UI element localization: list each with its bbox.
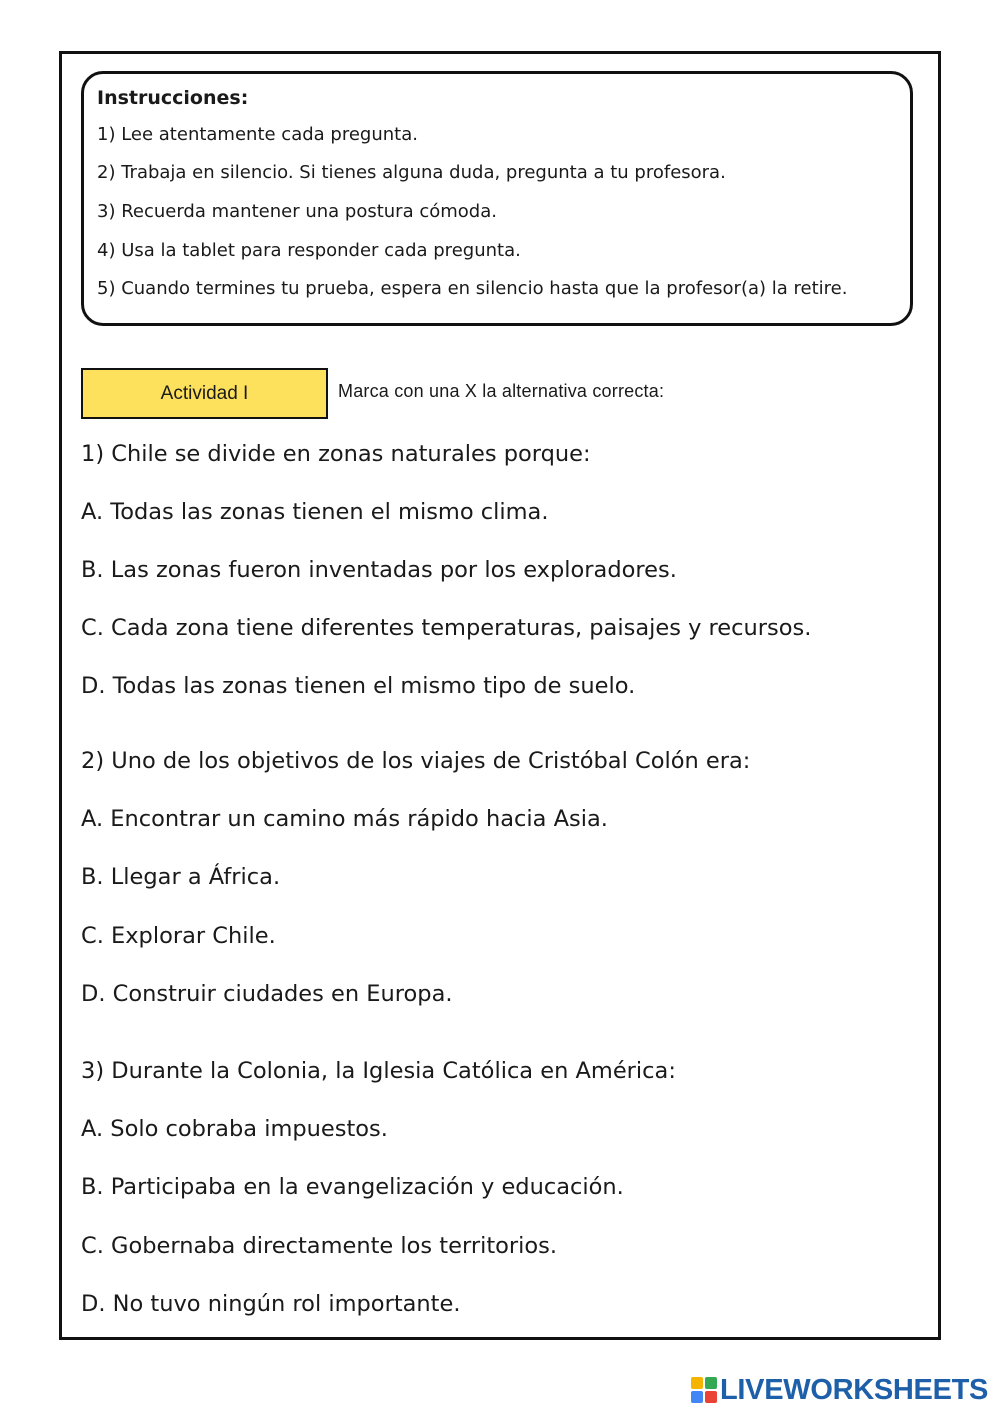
instruction-line-4: 4) Usa la tablet para responder cada pregunta. (97, 239, 521, 261)
logo-square-1 (691, 1377, 703, 1389)
question-2-option-a[interactable]: A. Encontrar un camino más rápido hacia Asia. (81, 806, 608, 832)
question-1-option-b[interactable]: B. Las zonas fueron inventadas por los exploradores. (81, 557, 677, 583)
question-1-option-a[interactable]: A. Todas las zonas tienen el mismo clima. (81, 499, 549, 525)
question-3-option-b[interactable]: B. Participaba en la evangelización y educación. (81, 1174, 624, 1200)
question-1-option-c[interactable]: C. Cada zona tiene diferentes temperaturas, paisajes y recursos. (81, 615, 812, 641)
activity-label: Actividad I (81, 368, 328, 419)
activity-instruction: Marca con una X la alternativa correcta: (338, 381, 665, 401)
instruction-line-2: 2) Trabaja en silencio. Si tienes alguna duda, pregunta a tu profesora. (97, 162, 726, 184)
liveworksheets-logo[interactable] (691, 1375, 988, 1405)
question-1-prompt: 1) Chile se divide en zonas naturales porque: (81, 441, 591, 467)
question-3-option-c[interactable]: C. Gobernaba directamente los territorios. (81, 1233, 558, 1259)
logo-square-3 (691, 1391, 703, 1403)
question-1-option-d[interactable]: D. Todas las zonas tienen el mismo tipo de suelo. (81, 673, 636, 699)
instruction-line-1: 1) Lee atentamente cada pregunta. (97, 123, 418, 145)
logo-square-2 (705, 1377, 717, 1389)
question-2-option-c[interactable]: C. Explorar Chile. (81, 923, 276, 949)
instruction-line-5: 5) Cuando termines tu prueba, espera en silencio hasta que la profesor(a) la retire. (97, 278, 848, 300)
liveworksheets-logo-text: LIVEWORKSHEETS (720, 1373, 989, 1406)
question-2-option-b[interactable]: B. Llegar a África. (81, 864, 281, 890)
liveworksheets-logo-icon (691, 1377, 717, 1403)
logo-square-4 (705, 1391, 717, 1403)
question-2-option-d[interactable]: D. Construir ciudades en Europa. (81, 981, 453, 1007)
instructions-title: Instrucciones: (97, 87, 249, 109)
instructions-box (81, 71, 913, 326)
question-3-option-a[interactable]: A. Solo cobraba impuestos. (81, 1116, 388, 1142)
instruction-line-3: 3) Recuerda mantener una postura cómoda. (97, 201, 497, 223)
question-3-option-d[interactable]: D. No tuvo ningún rol importante. (81, 1291, 461, 1317)
question-2-prompt: 2) Uno de los objetivos de los viajes de Cristóbal Colón era: (81, 748, 751, 774)
question-3-prompt: 3) Durante la Colonia, la Iglesia Católica en América: (81, 1058, 676, 1084)
